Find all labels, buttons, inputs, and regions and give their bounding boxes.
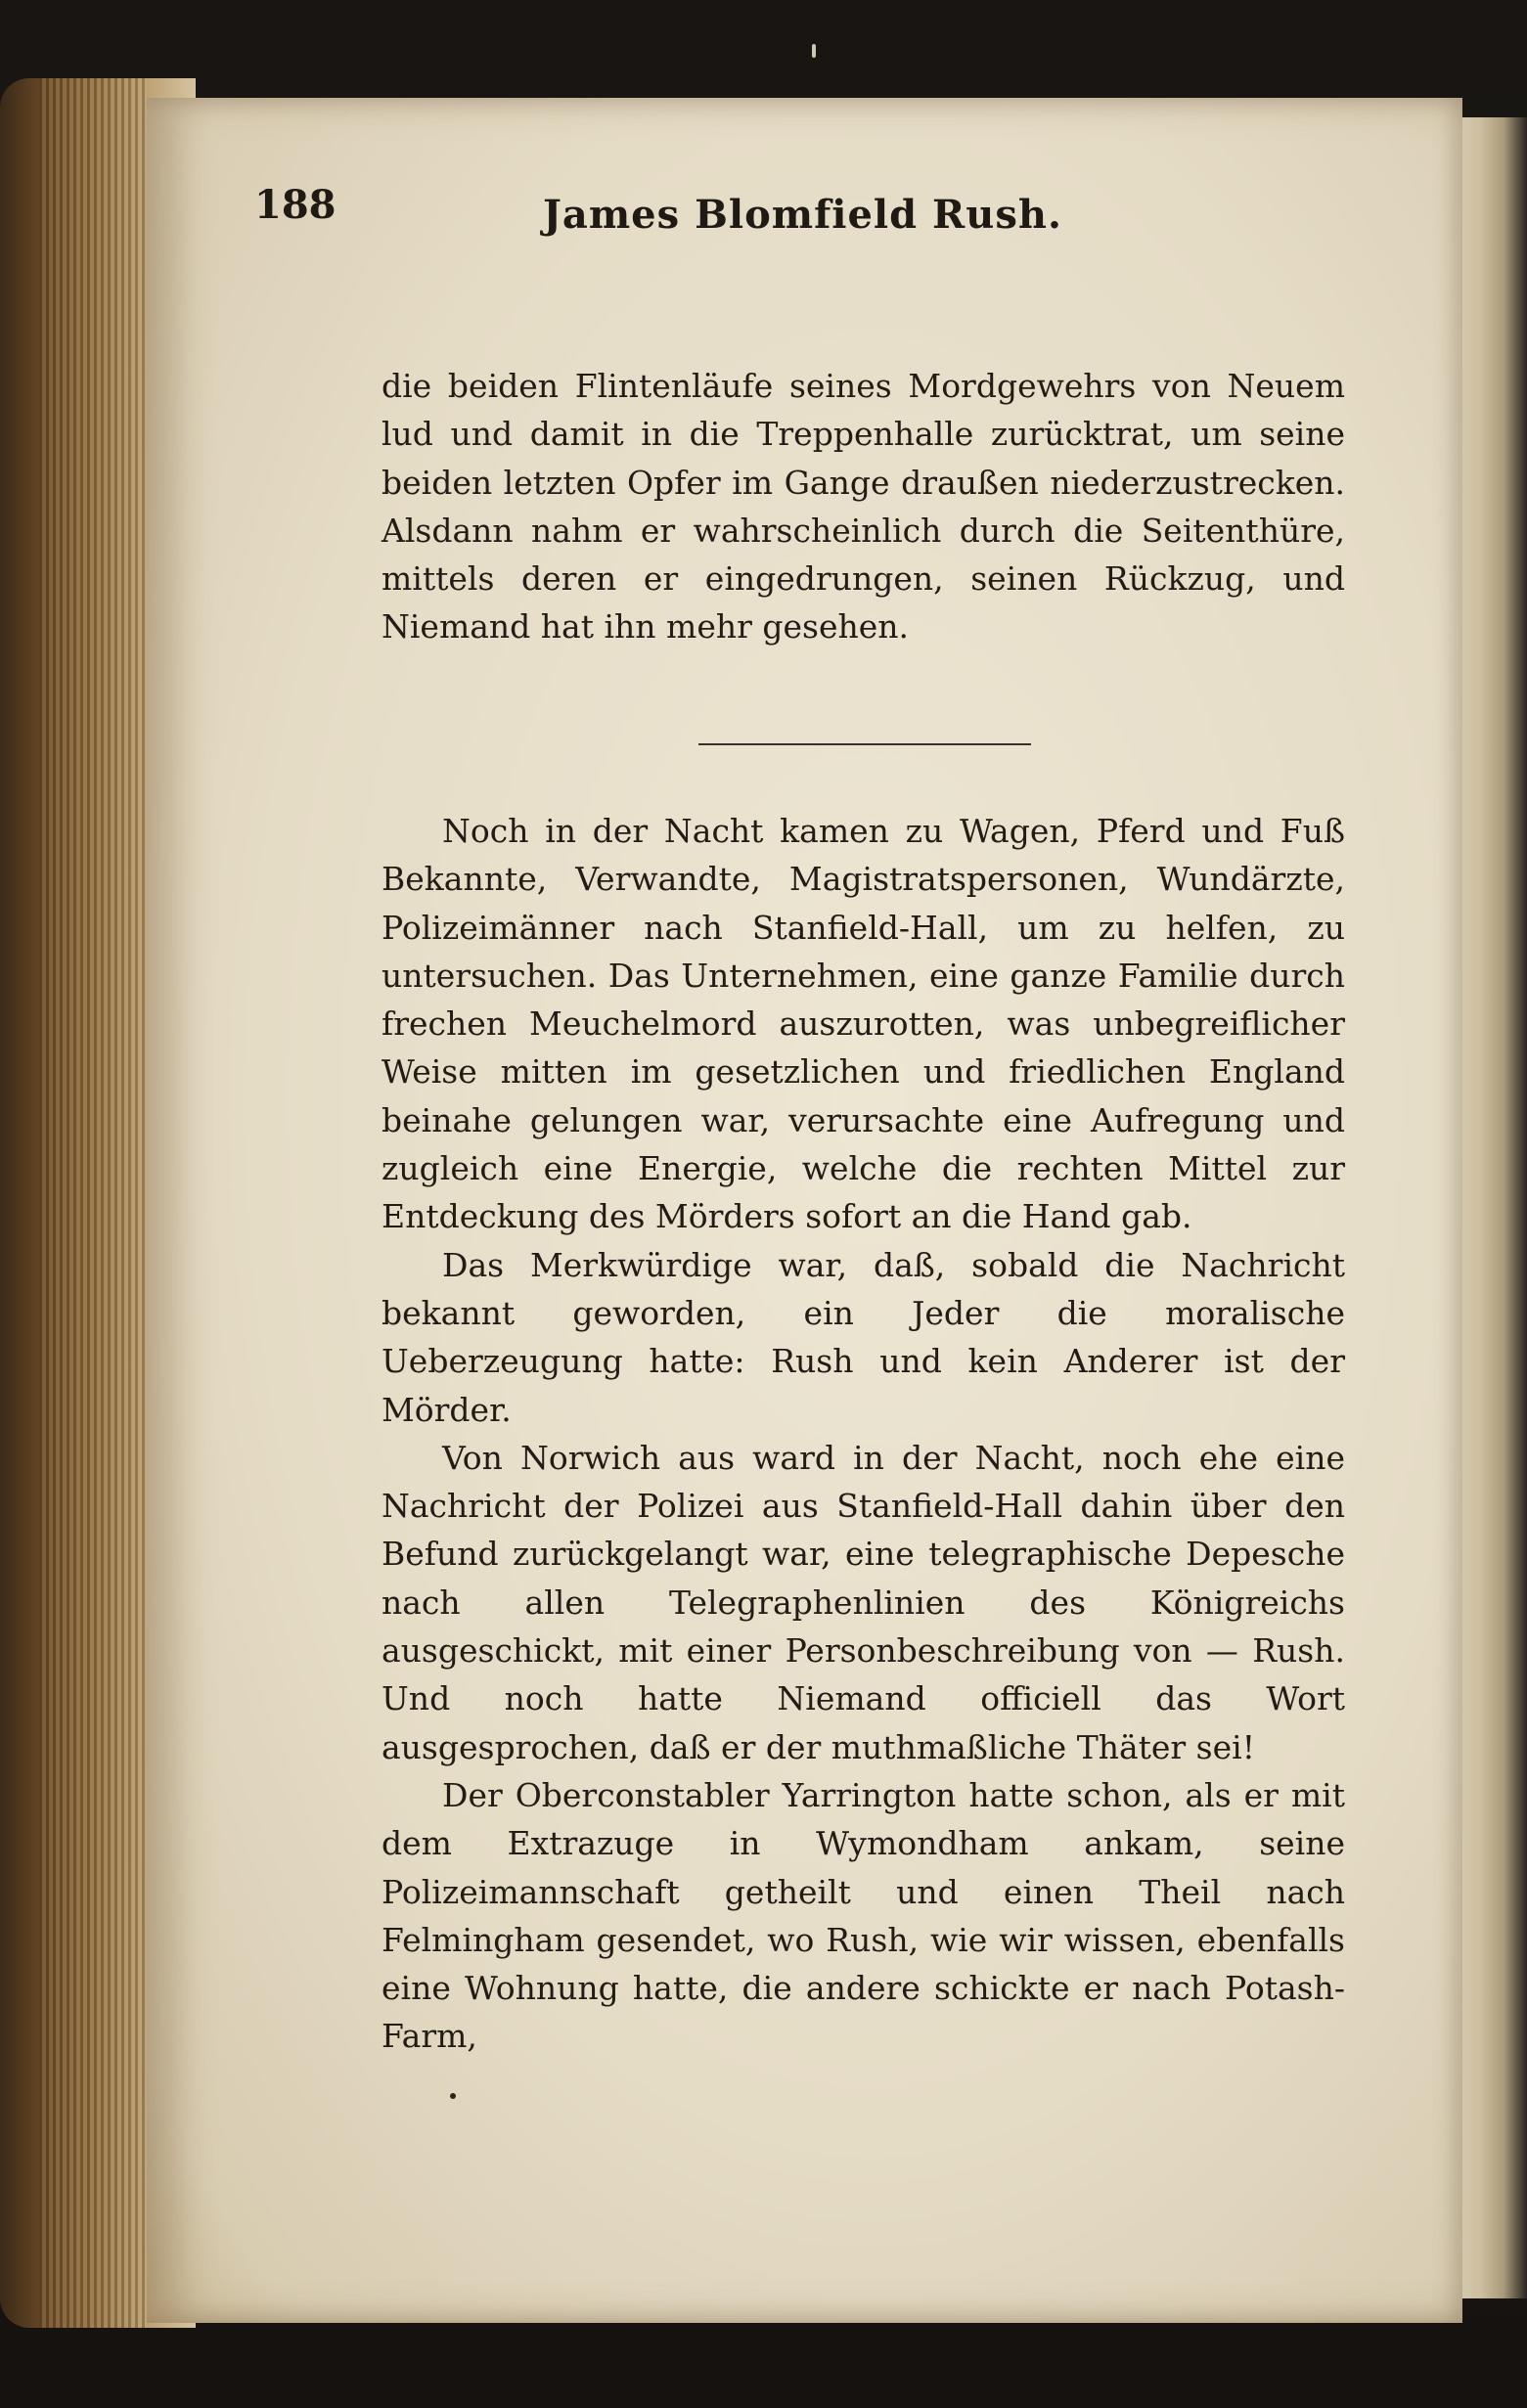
paper-speck (812, 44, 816, 58)
paragraph: die beiden Flintenläufe seines Mordgewehrs von Neuem lud und damit in die Treppenhalle zurücktrat, um seine beiden letzten Opfer im Gange draußen niederzustrecken. Alsdann nahm er wahrscheinlich durch die Seitenthüre, mittels deren er eingedrungen, seinen Rückzug, und Niemand hat ihn mehr gesehen. (382, 367, 1345, 647)
running-head: James Blomfield Rush. (543, 192, 1062, 238)
text-block-continuation (382, 362, 1345, 651)
text-block-new-section (382, 807, 1345, 2061)
section-divider (698, 743, 1031, 745)
paragraph: Der Oberconstabler Yarrington hatte schon, als er mit dem Extrazuge in Wymondham ankam, seine Polizeimannschaft getheilt und einen Theil nach Felmingham gesendet, wo Rush, wie wir wissen, ebenfalls eine Wohnung hatte, die andere schickte er nach Potash-Farm, (382, 1775, 1345, 2056)
paragraph: Das Merkwürdige war, daß, sobald die Nachricht bekannt geworden, ein Jeder die moralische Ueberzeugung hatte: Rush und kein Anderer ist der Mörder. (382, 1245, 1345, 1429)
page-number: 188 (254, 182, 337, 228)
paragraph: Noch in der Nacht kamen zu Wagen, Pferd und Fuß Bekannte, Verwandte, Magistratspersonen, Wundärzte, Polizeimänner nach Stanfield-Hall, um zu helfen, zu untersuchen. Das Unternehmen, eine ganze Familie durch frechen Meuchelmord auszurotten, was unbegreiflicher Weise mitten im gesetzlichen und friedlichen England beinahe gelungen war, verursachte eine Aufregung und zugleich eine Energie, welche die rechten Mittel zur Entdeckung des Mörders sofort an die Hand gab. (382, 812, 1345, 1236)
paper-speck (450, 2093, 456, 2099)
paragraph: Von Norwich aus ward in der Nacht, noch ehe eine Nachricht der Polizei aus Stanfield-Hall dahin über den Befund zurückgelangt war, eine telegraphische Depesche nach allen Telegraphenlinien des Königreichs ausgeschickt, mit einer Personbeschreibung von — Rush. Und noch hatte Niemand officiell das Wort ausgesprochen, daß er der muthmaßliche Thäter sei! (382, 1438, 1345, 1766)
